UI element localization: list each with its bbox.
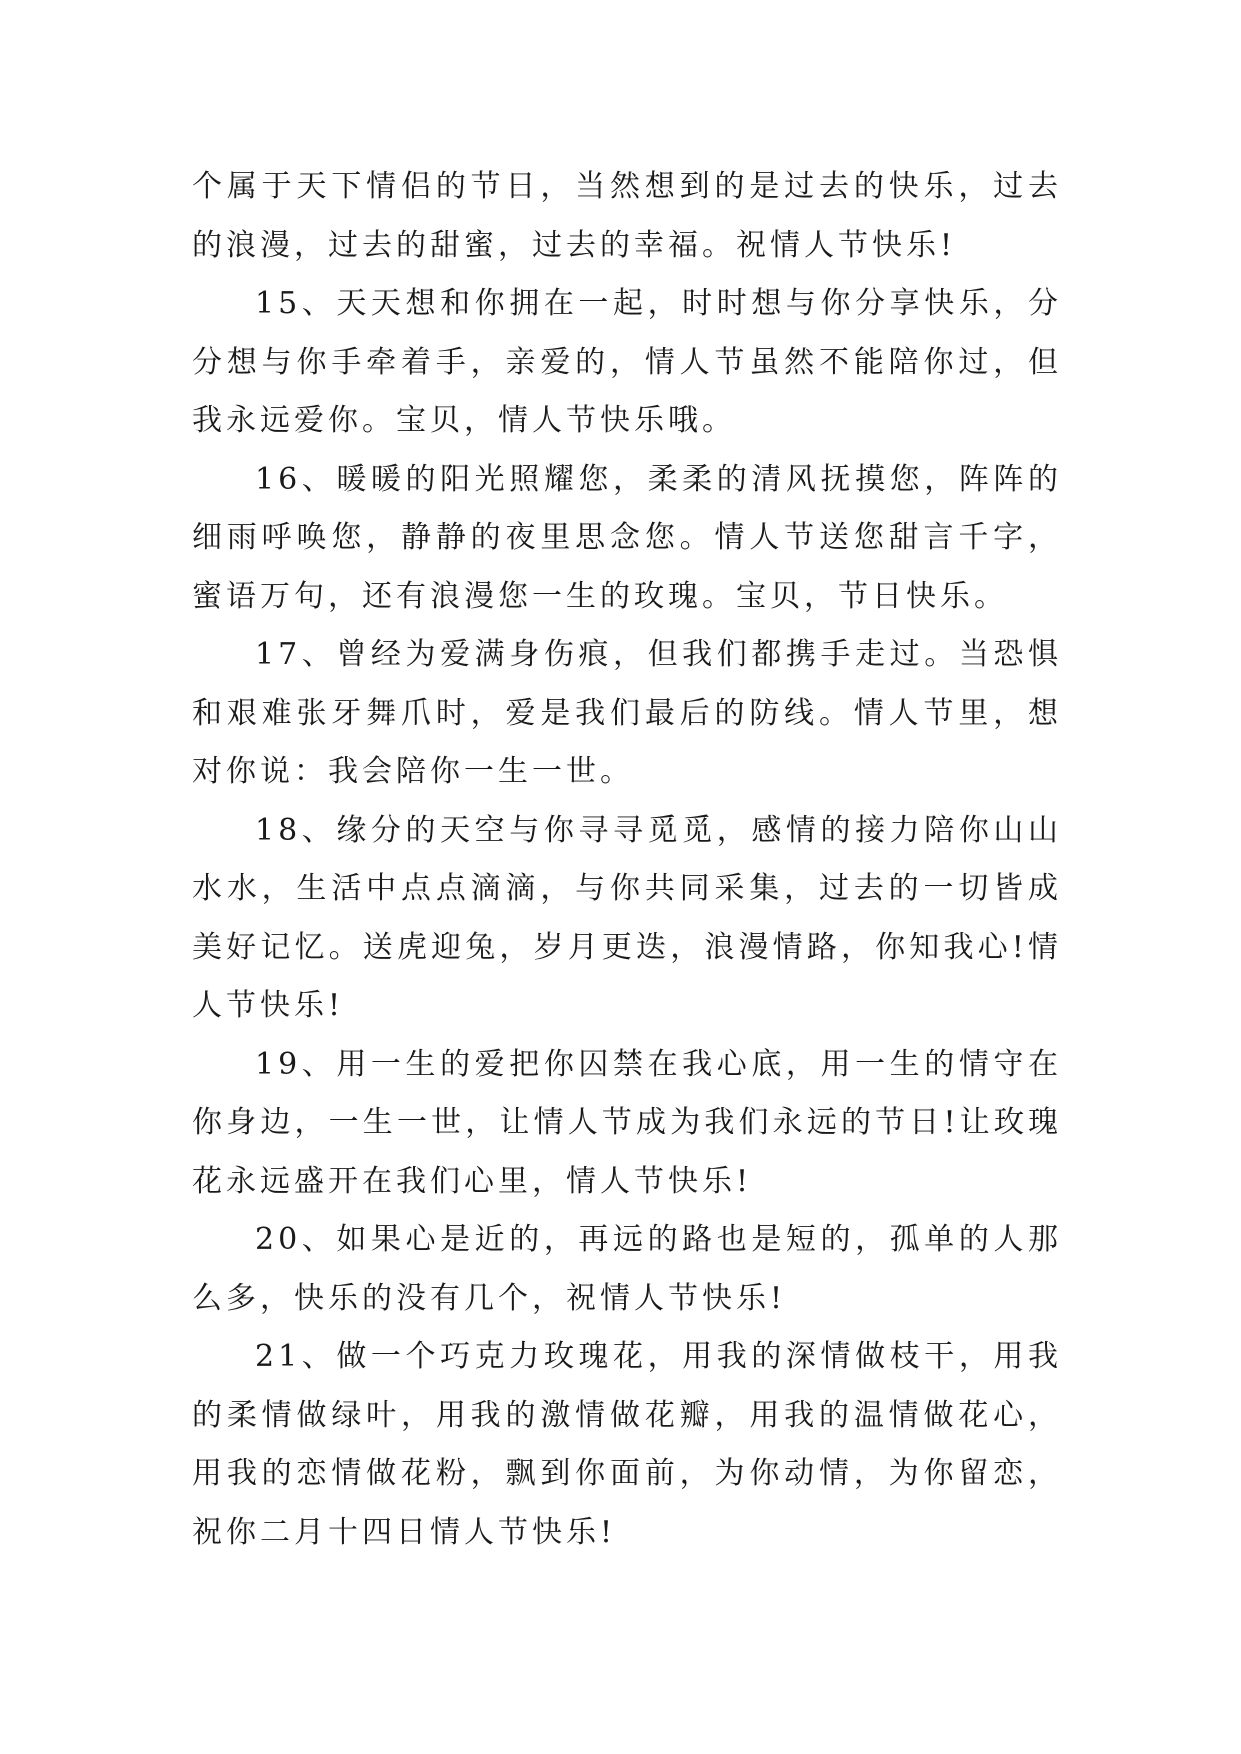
paragraph-17: 17、曾经为爱满身伤痕，但我们都携手走过。当恐惧和艰难张牙舞爪时，爱是我们最后的防线。情人节里，想对你说：我会陪你一生一世。 — [192, 637, 1062, 789]
paragraph-21: 21、做一个巧克力玫瑰花，用我的深情做枝干，用我的柔情做绿叶，用我的激情做花瓣，用我的温情做花心，用我的恋情做花粉，飘到你面前，为你动情，为你留恋，祝你二月十四日情人节快乐! — [192, 1339, 1062, 1550]
document-body — [192, 158, 1062, 1562]
paragraph-19: 19、用一生的爱把你囚禁在我心底，用一生的情守在你身边，一生一世，让情人节成为我们永远的节日!让玫瑰花永远盛开在我们心里，情人节快乐! — [192, 1046, 1062, 1199]
paragraph-18: 18、缘分的天空与你寻寻觅觅，感情的接力陪你山山水水，生活中点点滴滴，与你共同采集，过去的一切皆成美好记忆。送虎迎兔，岁月更迭，浪漫情路，你知我心!情人节快乐! — [192, 812, 1062, 1023]
paragraph-continued: 个属于天下情侣的节日，当然想到的是过去的快乐，过去的浪漫，过去的甜蜜，过去的幸福。祝情人节快乐! — [192, 169, 1062, 263]
paragraph-20: 20、如果心是近的，再远的路也是短的，孤单的人那么多，快乐的没有几个，祝情人节快乐! — [192, 1222, 1062, 1316]
paragraph-15: 15、天天想和你拥在一起，时时想与你分享快乐，分分想与你手牵着手，亲爱的，情人节虽然不能陪你过，但我永远爱你。宝贝，情人节快乐哦。 — [192, 286, 1062, 438]
paragraph-16: 16、暖暖的阳光照耀您，柔柔的清风抚摸您，阵阵的细雨呼唤您，静静的夜里思念您。情人节送您甜言千字，蜜语万句，还有浪漫您一生的玫瑰。宝贝，节日快乐。 — [192, 461, 1062, 614]
